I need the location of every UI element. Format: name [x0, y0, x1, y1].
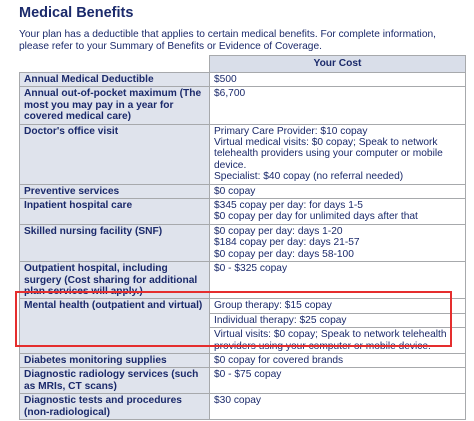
table-row	[20, 353, 466, 367]
row-cost	[210, 124, 466, 184]
row-cost	[210, 87, 466, 124]
row-cost	[210, 184, 466, 198]
row-label: Diabetes monitoring supplies	[20, 353, 210, 367]
table-row	[20, 184, 466, 198]
cost-line: $500	[214, 74, 237, 85]
table-row-mental-health	[20, 299, 466, 313]
row-label: Doctor's office visit	[20, 124, 210, 184]
row-cost	[210, 199, 466, 225]
cost-line: $184 copay per day: days 21-57	[214, 237, 360, 249]
row-cost	[210, 368, 466, 394]
row-cost	[210, 328, 466, 354]
row-label: Preventive services	[20, 184, 210, 198]
cost-line: Primary Care Provider: $10 copay	[214, 125, 368, 137]
cost-line: Virtual medical visits: $0 copay; Speak to network telehealth providers using your computer or mobile device.	[214, 137, 443, 171]
header-blank-cell	[20, 56, 210, 73]
row-label: Skilled nursing facility (SNF)	[20, 224, 210, 261]
cost-line: $0 copay per day: days 1-20	[214, 225, 343, 237]
row-label: Diagnostic tests and procedures (non-radiological)	[20, 394, 210, 420]
row-cost	[210, 353, 466, 367]
page-title: Medical Benefits	[19, 5, 134, 21]
table-row	[20, 224, 466, 261]
cost-line: Group therapy: $15 copay	[214, 300, 332, 312]
intro-text: Your plan has a deductible that applies to certain medical benefits. For complete information, please refer to your Summary of Benefits or Evidence of Coverage.	[19, 29, 436, 52]
row-label: Mental health (outpatient and virtual)	[20, 299, 210, 354]
row-cost	[210, 299, 466, 313]
row-label: Inpatient hospital care	[20, 199, 210, 225]
row-label: Annual Medical Deductible	[20, 73, 210, 87]
table-row	[20, 199, 466, 225]
cost-line: $0 - $325 copay	[214, 263, 288, 275]
cost-line: $0 copay per day: days 58-100	[214, 248, 354, 260]
cost-line: Individual therapy: $25 copay	[214, 314, 347, 326]
cost-line: Specialist: $40 copay (no referral needed)	[214, 171, 404, 183]
your-cost-header: Your Cost	[210, 56, 466, 73]
table-row	[20, 124, 466, 184]
row-cost	[210, 262, 466, 299]
row-cost	[210, 313, 466, 327]
table-row	[20, 394, 466, 420]
cost-line: $6,700	[214, 88, 246, 100]
cost-line: $345 copay per day: for days 1-5	[214, 200, 363, 212]
table-header-row	[20, 56, 466, 73]
cost-line: $0 copay per day for unlimited days after that	[214, 211, 418, 223]
benefits-table	[19, 55, 466, 420]
row-cost	[210, 73, 466, 87]
table-row	[20, 368, 466, 394]
cost-line: $0 - $75 copay	[214, 369, 282, 381]
cost-line: Virtual visits: $0 copay; Speak to network telehealth providers using your computer or mobile device.	[214, 329, 447, 352]
cost-line: $0 copay for covered brands	[214, 354, 344, 366]
table-row	[20, 262, 466, 299]
row-cost	[210, 394, 466, 420]
cost-line: $0 copay	[214, 185, 256, 197]
table-row	[20, 73, 466, 87]
table-row	[20, 87, 466, 124]
row-label: Outpatient hospital, including surgery (Cost sharing for additional plan services will apply.)	[20, 262, 210, 299]
row-label: Diagnostic radiology services (such as MRIs, CT scans)	[20, 368, 210, 394]
row-cost	[210, 224, 466, 261]
row-label: Annual out-of-pocket maximum (The most you may pay in a year for covered medical care)	[20, 87, 210, 124]
cost-line: $30 copay	[214, 395, 262, 407]
